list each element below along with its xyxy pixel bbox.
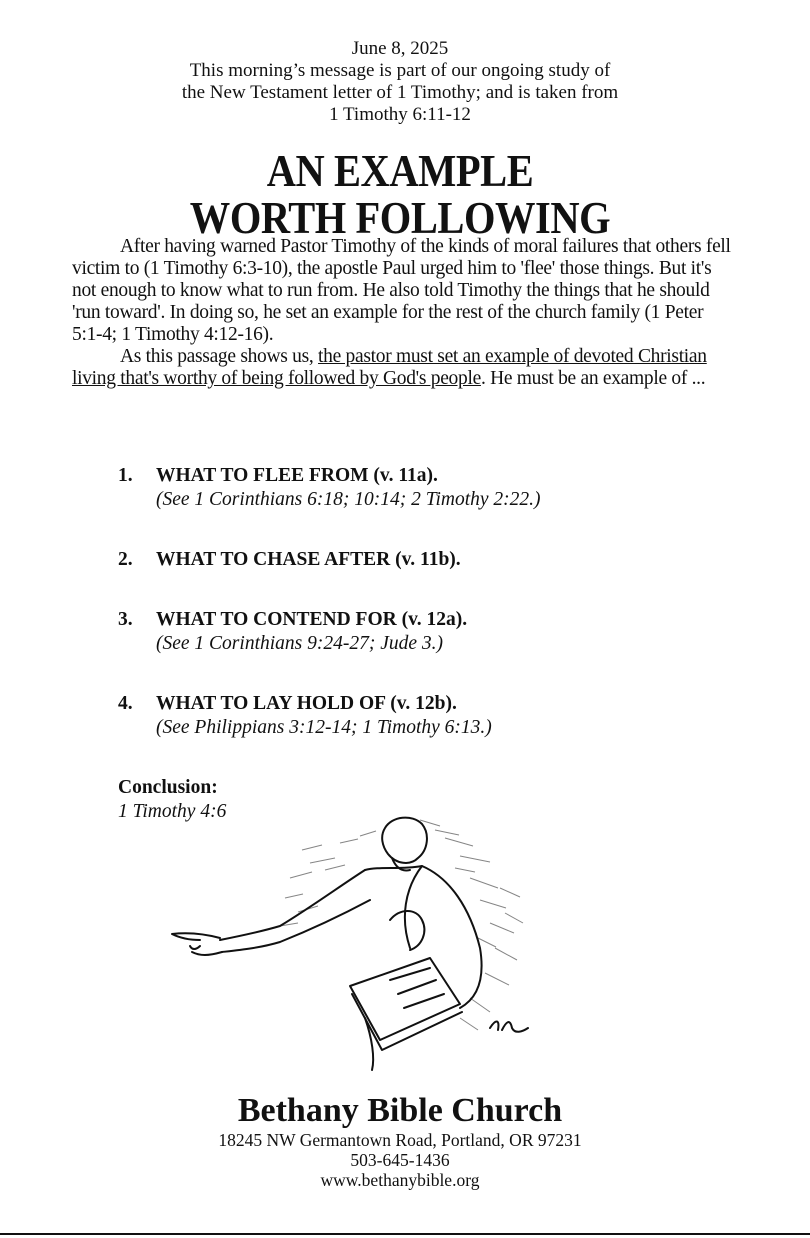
bottom-divider xyxy=(0,1233,810,1235)
title-line-1: AN EXAMPLE xyxy=(266,145,534,196)
point-reference: (See Philippians 3:12-14; 1 Timothy 6:13.) xyxy=(156,717,492,738)
intro-paragraph-2 xyxy=(72,346,732,390)
point-heading: WHAT TO CONTEND FOR (v. 12a). xyxy=(156,609,468,630)
point-reference: (See 1 Corinthians 6:18; 10:14; 2 Timothy 2:22.) xyxy=(156,489,541,510)
intro-text xyxy=(72,236,732,390)
point-heading: WHAT TO CHASE AFTER (v. 11b). xyxy=(156,549,461,570)
church-name: Bethany Bible Church xyxy=(237,1092,563,1129)
scripture-reference: 1 Timothy 6:11-12 xyxy=(329,104,471,125)
conclusion-reference: 1 Timothy 4:6 xyxy=(118,801,227,822)
outline-point-4 xyxy=(118,692,492,740)
church-address: 18245 NW Germantown Road, Portland, OR 97231 xyxy=(218,1130,582,1150)
outline-point-3 xyxy=(118,608,467,656)
intro-paragraph-2-tail: . He must be an example of ... xyxy=(480,368,706,389)
header-line-2: the New Testament letter of 1 Timothy; and is taken from xyxy=(181,82,619,103)
point-number: 1. xyxy=(118,465,133,486)
intro-paragraph-1: After having warned Pastor Timothy of the kinds of moral failures that others fell victim to (1 Timothy 6:3-10), the apostle Paul urged him to 'flee' those things. But it's not enough to know what to run from. He also told Timothy the things that he should 'run toward'. In doing so, he set an example for the rest of the church family (1 Peter 5:1-4; 1 Timothy 4:12-16). xyxy=(72,236,731,345)
point-reference: (See 1 Corinthians 9:24-27; Jude 3.) xyxy=(156,633,444,654)
outline-point-1 xyxy=(118,464,541,512)
man-pointing-holding-bible-icon xyxy=(160,808,600,1080)
point-number: 4. xyxy=(118,693,133,714)
conclusion-label: Conclusion: xyxy=(118,777,218,798)
footer xyxy=(0,1092,800,1190)
church-website[interactable]: www.bethanybible.org xyxy=(320,1170,480,1190)
sermon-date: June 8, 2025 xyxy=(351,38,449,59)
intro-paragraph-2-lead: As this passage shows us, xyxy=(120,346,319,367)
key-statement: the pastor must set an example of devoted Christian living that's worthy of being followed by God's people xyxy=(72,346,707,389)
outline-point-2 xyxy=(118,548,461,572)
header xyxy=(0,38,800,126)
point-heading: WHAT TO LAY HOLD OF (v. 12b). xyxy=(156,693,457,714)
point-heading: WHAT TO FLEE FROM (v. 11a). xyxy=(156,465,438,486)
header-line-1: This morning’s message is part of our ongoing study of xyxy=(189,60,611,81)
church-phone: 503-645-1436 xyxy=(350,1150,450,1170)
point-number: 3. xyxy=(118,609,133,630)
point-number: 2. xyxy=(118,549,133,570)
title-line-2: WORTH FOLLOWING xyxy=(189,192,611,243)
